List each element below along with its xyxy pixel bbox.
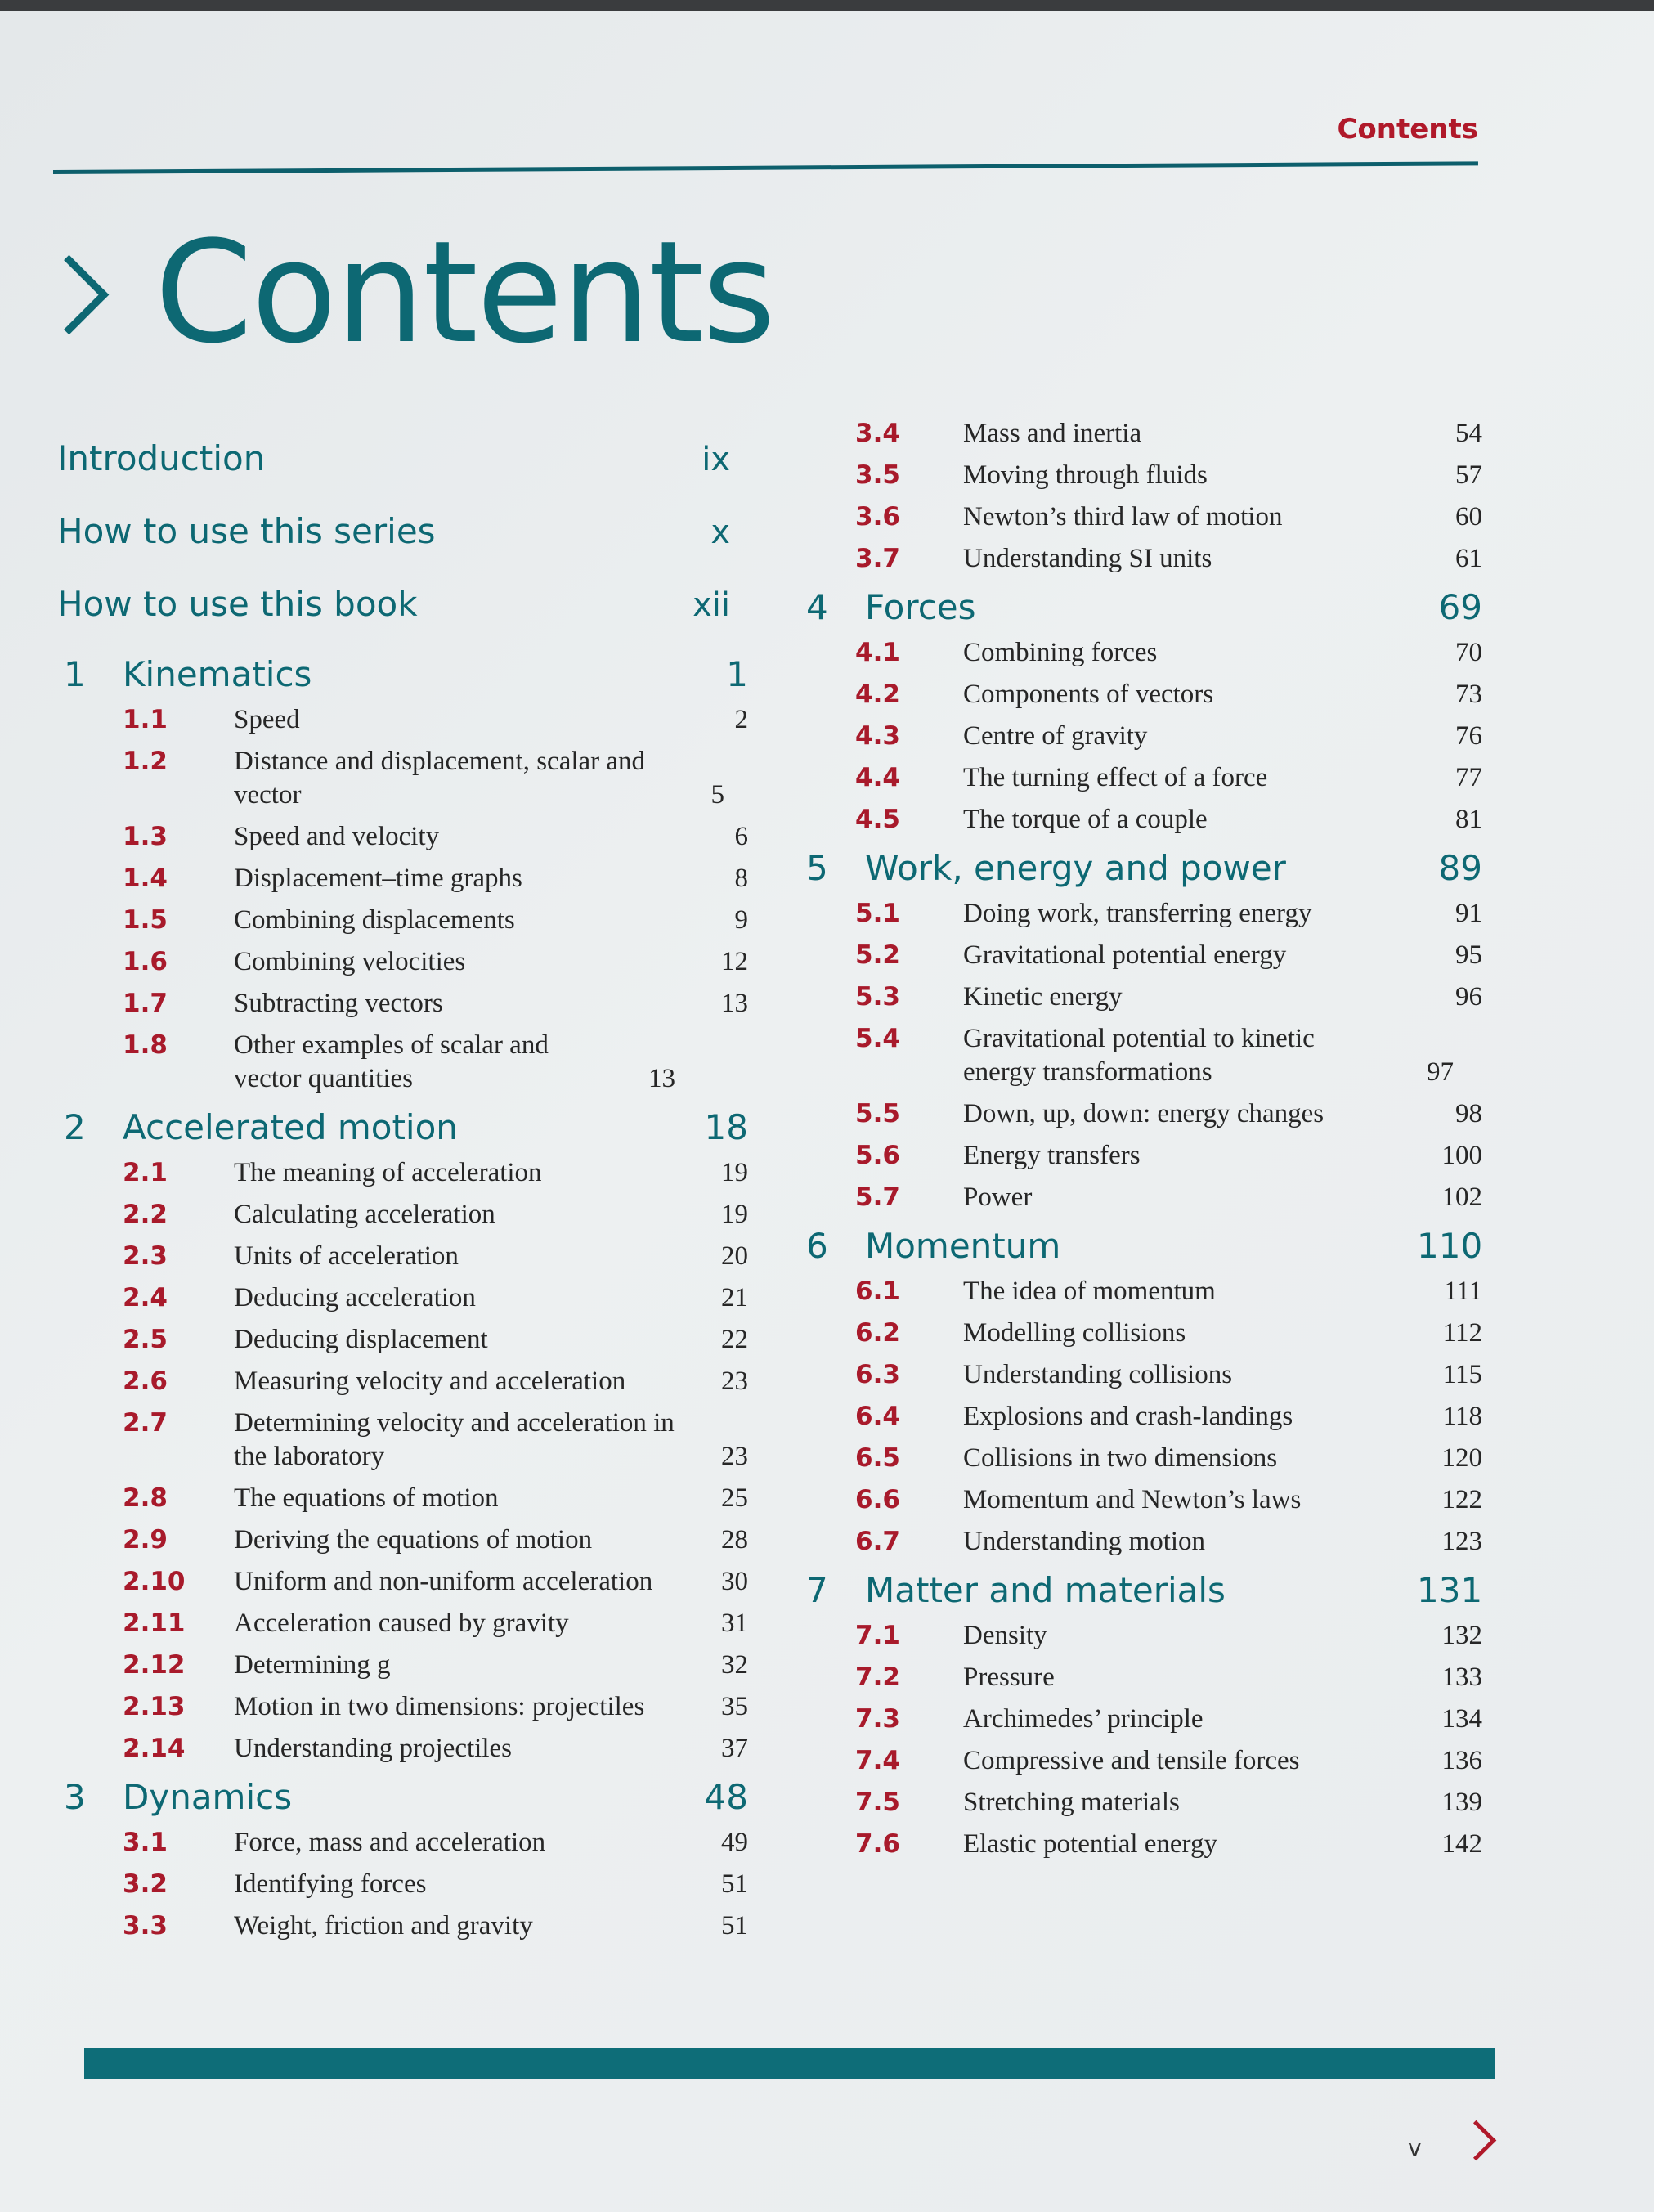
section-number: 3.3 — [123, 1911, 168, 1941]
section-title: Understanding collisions — [963, 1360, 1233, 1389]
section-title: The equations of motion — [234, 1483, 499, 1513]
section-title: Deducing acceleration — [234, 1283, 476, 1312]
section-title: Deducing displacement — [234, 1325, 488, 1354]
section-page: 134 — [1441, 1704, 1482, 1734]
section-number: 2.1 — [123, 1158, 168, 1187]
page-top-edge — [0, 0, 1654, 11]
section-title: Density — [963, 1621, 1047, 1650]
section-page: 37 — [721, 1734, 748, 1763]
section-title: Identifying forces — [234, 1869, 427, 1899]
toc-section[interactable] — [800, 417, 1482, 451]
toc-column-left — [57, 438, 748, 1951]
section-page: 31 — [721, 1609, 748, 1638]
toc-section[interactable] — [57, 904, 748, 937]
toc-front-label: How to use this series — [57, 511, 436, 551]
toc-chapter-4[interactable] — [800, 587, 1482, 636]
section-page: 35 — [721, 1692, 748, 1721]
toc-section[interactable] — [800, 1744, 1482, 1778]
toc-section[interactable] — [57, 1198, 748, 1232]
chapter-number: 1 — [64, 654, 86, 694]
section-title: Understanding SI units — [963, 544, 1212, 573]
section-page: 51 — [721, 1911, 748, 1941]
section-page: 51 — [721, 1869, 748, 1899]
toc-section[interactable] — [800, 897, 1482, 931]
toc-section[interactable] — [57, 1607, 748, 1640]
section-page: 30 — [721, 1567, 748, 1596]
section-title: Elastic potential energy — [963, 1829, 1217, 1859]
chapter-number: 5 — [806, 848, 828, 888]
chevron-right-icon — [29, 255, 110, 335]
section-number: 7.2 — [855, 1662, 900, 1692]
toc-section[interactable] — [57, 1565, 748, 1599]
section-title: Power — [963, 1182, 1033, 1212]
section-number: 5.6 — [855, 1141, 900, 1170]
section-title: Units of acceleration — [234, 1241, 459, 1271]
toc-section[interactable] — [800, 1828, 1482, 1861]
section-page: 12 — [721, 947, 748, 976]
section-number: 2.5 — [123, 1325, 168, 1354]
toc-section[interactable] — [57, 987, 748, 1021]
toc-section[interactable] — [800, 1097, 1482, 1131]
toc-section[interactable] — [800, 1619, 1482, 1653]
section-page: 57 — [1455, 460, 1482, 490]
section-page: 142 — [1441, 1829, 1482, 1859]
toc-section[interactable] — [57, 1407, 748, 1474]
section-title: Determining velocity and acceleration in the laboratory — [234, 1408, 675, 1471]
chapter-page: 69 — [1438, 587, 1482, 627]
section-page: 123 — [1441, 1527, 1482, 1556]
section-title: Moving through fluids — [963, 460, 1208, 490]
chapter-title: Momentum — [865, 1226, 1061, 1266]
section-title: Centre of gravity — [963, 721, 1148, 751]
section-title: Pressure — [963, 1662, 1055, 1692]
chapter-page: 110 — [1417, 1226, 1483, 1266]
section-title: Subtracting vectors — [234, 989, 443, 1018]
section-page: 8 — [734, 864, 748, 893]
section-title: Explosions and crash-landings — [963, 1402, 1293, 1431]
section-number: 1.3 — [123, 822, 168, 851]
chapter-page: 48 — [704, 1777, 748, 1817]
section-number: 6.7 — [855, 1527, 900, 1556]
toc-section[interactable] — [800, 636, 1482, 670]
section-number: 2.11 — [123, 1609, 186, 1638]
toc-chapter-7[interactable] — [800, 1570, 1482, 1619]
section-number: 2.6 — [123, 1366, 168, 1396]
section-page: 73 — [1455, 680, 1482, 709]
section-page: 100 — [1441, 1141, 1482, 1170]
section-page: 122 — [1441, 1485, 1482, 1514]
toc-section[interactable] — [57, 703, 748, 737]
toc-section[interactable] — [800, 1022, 1482, 1089]
chapter-number: 3 — [64, 1777, 86, 1817]
toc-section[interactable] — [57, 1868, 748, 1901]
section-title: Measuring velocity and acceleration — [234, 1366, 626, 1396]
section-number: 2.2 — [123, 1200, 168, 1229]
section-number: 7.5 — [855, 1788, 900, 1817]
toc-chapter-1[interactable] — [57, 654, 748, 703]
section-title: Calculating acceleration — [234, 1200, 495, 1229]
section-title: Weight, friction and gravity — [234, 1911, 533, 1941]
section-title: Displacement–time graphs — [234, 864, 522, 893]
chapter-page: 1 — [726, 654, 748, 694]
section-title: Energy transfers — [963, 1141, 1141, 1170]
toc-section[interactable] — [57, 1281, 748, 1315]
section-number: 2.4 — [123, 1283, 168, 1312]
section-number: 6.1 — [855, 1276, 900, 1306]
section-title: Understanding projectiles — [234, 1734, 512, 1763]
section-page: 133 — [1441, 1662, 1482, 1692]
section-title: Modelling collisions — [963, 1318, 1186, 1348]
section-title: Combining velocities — [234, 947, 466, 976]
section-page: 9 — [734, 905, 748, 935]
toc-section[interactable] — [57, 945, 748, 979]
section-number: 3.5 — [855, 460, 900, 490]
chevron-right-icon[interactable] — [1456, 2120, 1496, 2160]
section-title: Uniform and non-uniform acceleration — [234, 1567, 653, 1596]
toc-column-right — [800, 417, 1482, 1869]
toc-section[interactable] — [800, 1661, 1482, 1694]
section-page: 2 — [734, 705, 748, 734]
section-title: Doing work, transferring energy — [963, 899, 1312, 928]
toc-section[interactable] — [57, 1240, 748, 1273]
section-page: 19 — [721, 1158, 748, 1187]
section-page: 32 — [721, 1650, 748, 1680]
section-number: 4.5 — [855, 805, 900, 834]
section-title: Components of vectors — [963, 680, 1214, 709]
section-number: 6.5 — [855, 1443, 900, 1473]
section-number: 7.1 — [855, 1621, 900, 1650]
section-page: 118 — [1442, 1402, 1482, 1431]
section-page: 60 — [1455, 502, 1482, 532]
toc-section[interactable] — [800, 980, 1482, 1014]
toc-section[interactable] — [800, 1181, 1482, 1214]
page-number: v — [1408, 2134, 1422, 2161]
toc-section[interactable] — [57, 1523, 748, 1557]
section-page: 13 — [648, 1064, 675, 1093]
toc-front-item[interactable] — [57, 438, 748, 511]
running-head: Contents — [1337, 113, 1478, 146]
section-title: Determining g — [234, 1650, 391, 1680]
section-page: 102 — [1441, 1182, 1482, 1212]
toc-section[interactable] — [57, 1690, 748, 1724]
section-title: Other examples of scalar and vector quantities — [234, 1030, 549, 1093]
section-page: 91 — [1455, 899, 1482, 928]
section-title: The turning effect of a force — [963, 763, 1268, 792]
section-number: 7.3 — [855, 1704, 900, 1734]
section-page: 111 — [1443, 1276, 1482, 1306]
toc-section[interactable] — [57, 820, 748, 854]
toc-section[interactable] — [800, 542, 1482, 576]
toc-front-label: How to use this book — [57, 584, 418, 624]
toc-section[interactable] — [800, 1786, 1482, 1819]
section-title: Gravitational potential to kinetic energy transformations — [963, 1024, 1315, 1087]
section-number: 5.5 — [855, 1099, 900, 1128]
section-number: 3.2 — [123, 1869, 168, 1899]
section-number: 2.3 — [123, 1241, 168, 1271]
section-page: 20 — [721, 1241, 748, 1271]
section-page: 139 — [1441, 1788, 1482, 1817]
section-number: 5.2 — [855, 940, 900, 970]
section-page: 21 — [721, 1283, 748, 1312]
section-page: 98 — [1455, 1099, 1482, 1128]
toc-section[interactable] — [57, 745, 748, 812]
header-rule — [53, 161, 1478, 174]
toc-front-page: xii — [693, 586, 730, 624]
section-number: 3.6 — [855, 502, 900, 532]
section-page: 136 — [1441, 1746, 1482, 1775]
section-number: 2.14 — [123, 1734, 186, 1763]
chapter-title: Dynamics — [123, 1777, 293, 1817]
toc-section[interactable] — [800, 1483, 1482, 1517]
section-page: 115 — [1442, 1360, 1482, 1389]
section-title: Newton’s third law of motion — [963, 502, 1283, 532]
section-number: 1.6 — [123, 947, 168, 976]
section-page: 22 — [721, 1325, 748, 1354]
section-title: Speed — [234, 705, 300, 734]
section-title: Distance and displacement, scalar and vector — [234, 747, 646, 810]
toc-front-page: ix — [701, 441, 730, 478]
chapter-page: 131 — [1417, 1570, 1483, 1610]
section-number: 6.2 — [855, 1318, 900, 1348]
section-title: Combining forces — [963, 638, 1158, 667]
toc-front-label: Introduction — [57, 438, 266, 478]
toc-section[interactable] — [57, 1029, 748, 1096]
toc-section[interactable] — [57, 1909, 748, 1943]
toc-chapter-2[interactable] — [57, 1107, 748, 1156]
section-number: 2.10 — [123, 1567, 186, 1596]
section-number: 3.1 — [123, 1828, 168, 1857]
section-title: Stretching materials — [963, 1788, 1180, 1817]
section-number: 1.1 — [123, 705, 168, 734]
toc-section[interactable] — [57, 1649, 748, 1682]
section-page: 49 — [721, 1828, 748, 1857]
toc-section[interactable] — [57, 1482, 748, 1515]
section-title: Down, up, down: energy changes — [963, 1099, 1325, 1128]
section-title: The torque of a couple — [963, 805, 1208, 834]
toc-section[interactable] — [800, 720, 1482, 753]
section-number: 6.3 — [855, 1360, 900, 1389]
toc-section[interactable] — [57, 1826, 748, 1860]
section-title: Momentum and Newton’s laws — [963, 1485, 1302, 1514]
chapter-page: 89 — [1438, 848, 1482, 888]
chapter-number: 2 — [64, 1107, 86, 1147]
section-number: 4.3 — [855, 721, 900, 751]
toc-section[interactable] — [800, 1139, 1482, 1173]
chapter-number: 4 — [806, 587, 828, 627]
toc-section[interactable] — [800, 1317, 1482, 1350]
toc-section[interactable] — [800, 1442, 1482, 1475]
section-number: 2.9 — [123, 1525, 168, 1555]
section-page: 25 — [721, 1483, 748, 1513]
page-title — [49, 210, 774, 375]
toc-section[interactable] — [800, 678, 1482, 711]
section-number: 2.7 — [123, 1408, 168, 1438]
section-title: Compressive and tensile forces — [963, 1746, 1300, 1775]
section-number: 7.6 — [855, 1829, 900, 1859]
section-title: Collisions in two dimensions — [963, 1443, 1278, 1473]
section-number: 5.3 — [855, 982, 900, 1012]
section-page: 96 — [1455, 982, 1482, 1012]
chapter-title: Kinematics — [123, 654, 312, 694]
chapter-title: Forces — [865, 587, 976, 627]
section-number: 6.6 — [855, 1485, 900, 1514]
section-page: 54 — [1455, 419, 1482, 448]
section-number: 2.12 — [123, 1650, 186, 1680]
section-page: 23 — [721, 1442, 748, 1471]
chapter-title: Accelerated motion — [123, 1107, 458, 1147]
section-number: 7.4 — [855, 1746, 900, 1775]
toc-chapter-6[interactable] — [800, 1226, 1482, 1275]
chapter-title: Work, energy and power — [865, 848, 1286, 888]
toc-chapter-3[interactable] — [57, 1777, 748, 1826]
toc-section[interactable] — [800, 803, 1482, 837]
section-title: Mass and inertia — [963, 419, 1142, 448]
section-page: 76 — [1455, 721, 1482, 751]
section-page: 97 — [1427, 1057, 1454, 1087]
section-title: Deriving the equations of motion — [234, 1525, 593, 1555]
toc-section[interactable] — [57, 862, 748, 895]
toc-chapter-5[interactable] — [800, 848, 1482, 897]
section-number: 4.4 — [855, 763, 900, 792]
toc-front-item[interactable] — [57, 511, 748, 584]
chapter-number: 6 — [806, 1226, 828, 1266]
section-title: Archimedes’ principle — [963, 1704, 1204, 1734]
toc-section[interactable] — [800, 1703, 1482, 1736]
section-title: Force, mass and acceleration — [234, 1828, 546, 1857]
toc-section[interactable] — [800, 500, 1482, 534]
toc-front-page: x — [710, 514, 730, 551]
section-page: 19 — [721, 1200, 748, 1229]
toc-section[interactable] — [800, 1525, 1482, 1559]
chapter-page: 18 — [704, 1107, 748, 1147]
section-title: Speed and velocity — [234, 822, 440, 851]
section-page: 81 — [1455, 805, 1482, 834]
section-title: Motion in two dimensions: projectiles — [234, 1692, 645, 1721]
section-title: Kinetic energy — [963, 982, 1123, 1012]
section-number: 5.1 — [855, 899, 900, 928]
section-number: 3.4 — [855, 419, 900, 448]
section-page: 77 — [1455, 763, 1482, 792]
section-number: 5.7 — [855, 1182, 900, 1212]
toc-section[interactable] — [800, 1275, 1482, 1308]
toc-section[interactable] — [57, 1732, 748, 1766]
toc-section[interactable] — [57, 1156, 748, 1190]
section-page: 13 — [721, 989, 748, 1018]
chapter-title: Matter and materials — [865, 1570, 1226, 1610]
section-page: 61 — [1455, 544, 1482, 573]
section-number: 1.7 — [123, 989, 168, 1018]
section-number: 1.8 — [123, 1030, 168, 1060]
chapter-number: 7 — [806, 1570, 828, 1610]
toc-section[interactable] — [800, 939, 1482, 972]
section-number: 2.13 — [123, 1692, 186, 1721]
section-number: 5.4 — [855, 1024, 900, 1053]
section-title: The meaning of acceleration — [234, 1158, 542, 1187]
section-page: 28 — [721, 1525, 748, 1555]
toc-section[interactable] — [800, 761, 1482, 795]
section-number: 3.7 — [855, 544, 900, 573]
toc-section[interactable] — [800, 1400, 1482, 1434]
section-number: 4.1 — [855, 638, 900, 667]
section-page: 6 — [734, 822, 748, 851]
toc-section[interactable] — [57, 1323, 748, 1357]
page-title-text: Contents — [155, 210, 774, 375]
section-number: 4.2 — [855, 680, 900, 709]
footer-bar — [84, 2048, 1495, 2079]
toc-section[interactable] — [800, 1358, 1482, 1392]
toc-front-item[interactable] — [57, 584, 748, 649]
section-number: 2.8 — [123, 1483, 168, 1513]
section-title: The idea of momentum — [963, 1276, 1216, 1306]
toc-section[interactable] — [57, 1365, 748, 1398]
section-page: 70 — [1455, 638, 1482, 667]
section-page: 132 — [1441, 1621, 1482, 1650]
section-title: Combining displacements — [234, 905, 515, 935]
section-number: 1.5 — [123, 905, 168, 935]
section-number: 1.4 — [123, 864, 168, 893]
section-title: Gravitational potential energy — [963, 940, 1287, 970]
section-title: Understanding motion — [963, 1527, 1206, 1556]
section-page: 120 — [1441, 1443, 1482, 1473]
section-number: 6.4 — [855, 1402, 900, 1431]
section-page: 95 — [1455, 940, 1482, 970]
section-page: 23 — [721, 1366, 748, 1396]
section-page: 5 — [710, 780, 724, 810]
section-title: Acceleration caused by gravity — [234, 1609, 569, 1638]
toc-section[interactable] — [800, 459, 1482, 492]
section-number: 1.2 — [123, 747, 168, 776]
section-page: 112 — [1442, 1318, 1482, 1348]
